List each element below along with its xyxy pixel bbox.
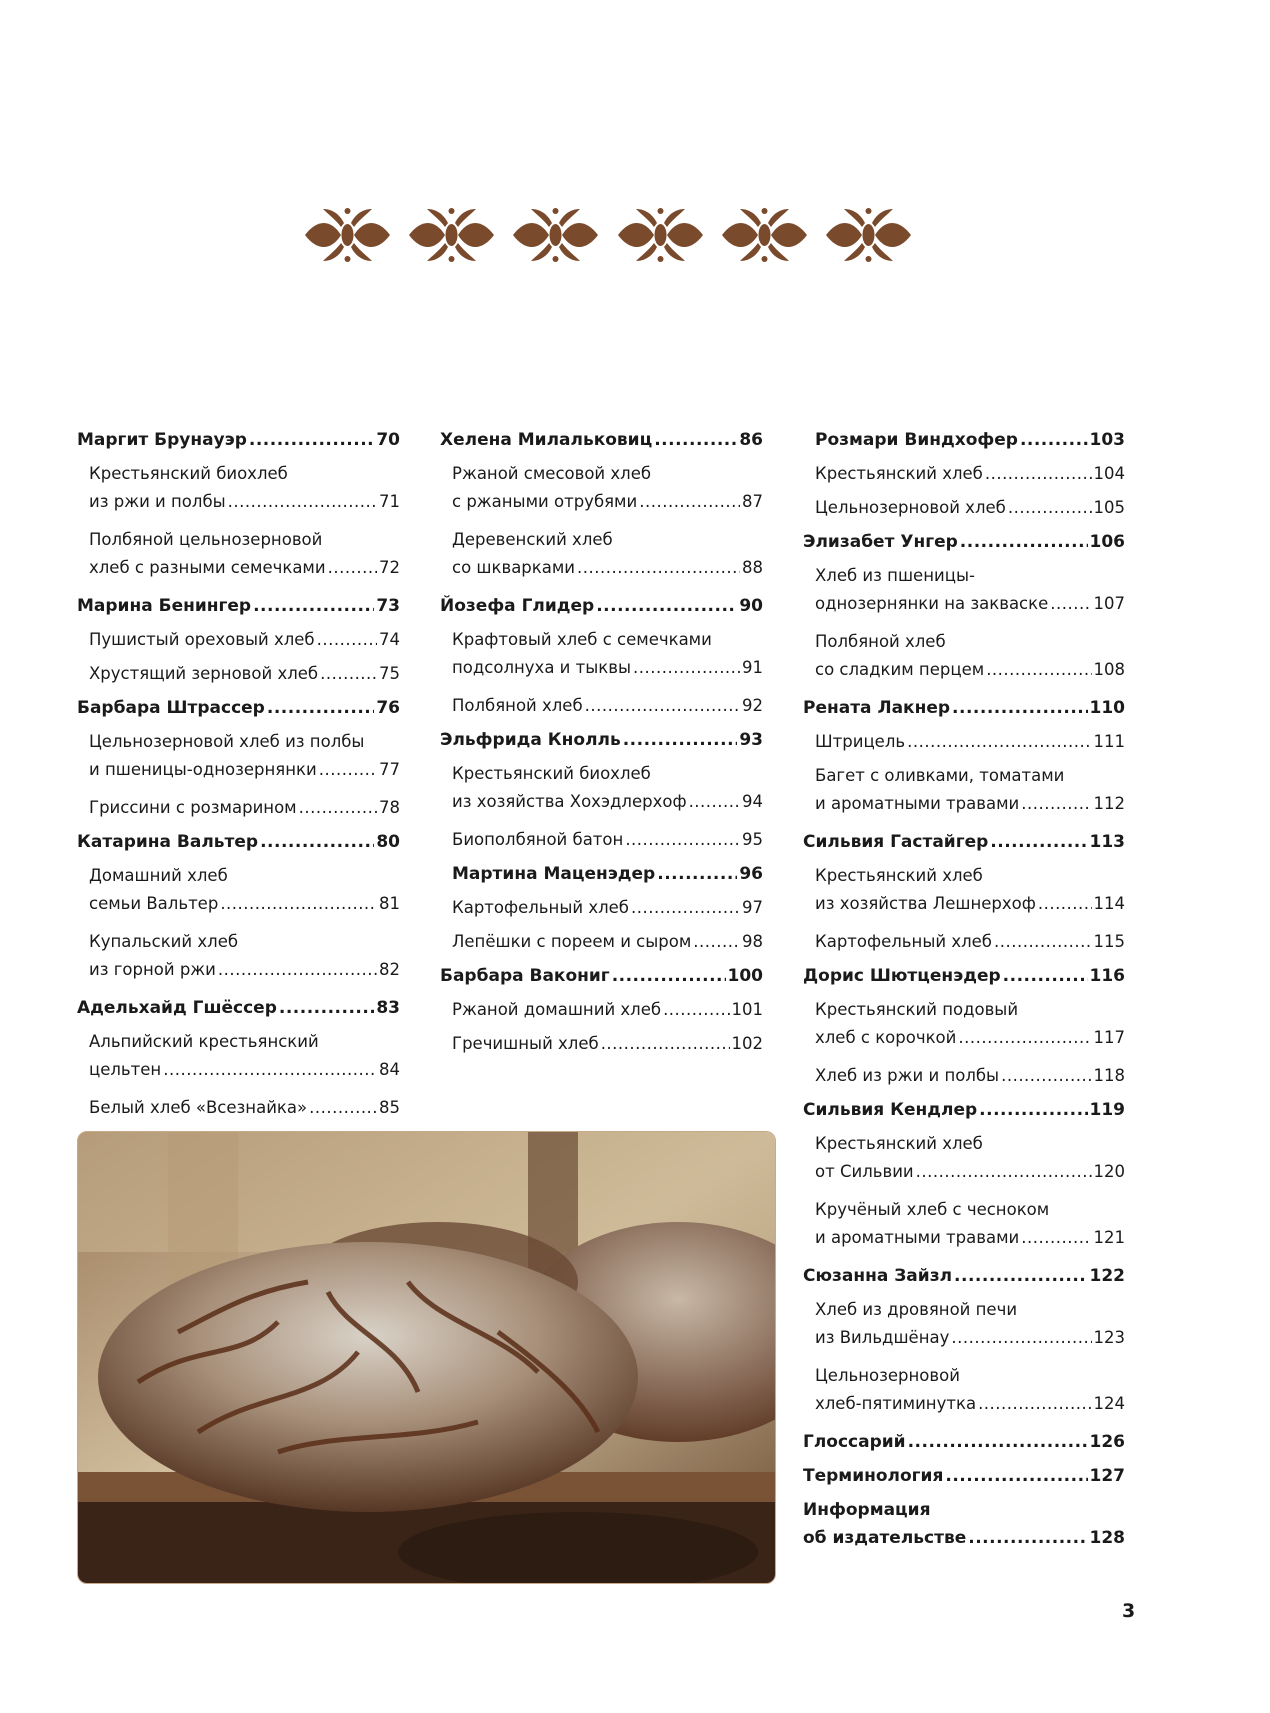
- dot-leader: [954, 1264, 1087, 1288]
- toc-entry-title: Цельнозерновой: [815, 1366, 960, 1385]
- toc-recipe-entry[interactable]: [77, 458, 400, 514]
- toc-entry-title: Глоссарий: [803, 1432, 906, 1452]
- toc-author-entry[interactable]: [803, 1426, 1125, 1454]
- toc-entry-title: Гриссини с розмарином: [89, 798, 297, 817]
- toc-page-number: 105: [1093, 498, 1125, 517]
- toc-page-number: 73: [376, 596, 400, 616]
- toc-entry-title: Крестьянский подовый: [815, 1000, 1019, 1019]
- toc-page-number: 122: [1089, 1266, 1125, 1286]
- toc-entry-title: однозернянки на закваске: [815, 594, 1049, 613]
- toc-page-number: 86: [739, 430, 763, 450]
- toc-entry-title: Полбяной хлеб: [815, 632, 946, 651]
- toc-entry-title: Крестьянский хлеб: [815, 1134, 983, 1153]
- toc-recipe-entry[interactable]: [803, 860, 1125, 916]
- toc-recipe-entry[interactable]: [803, 458, 1125, 486]
- toc-page-number: 115: [1093, 932, 1125, 951]
- ornament-icon: [509, 205, 602, 265]
- toc-author-entry[interactable]: [803, 1460, 1125, 1488]
- toc-author-entry[interactable]: [77, 826, 400, 854]
- toc-page-number: 126: [1089, 1432, 1125, 1452]
- toc-entry-title: Сюзанна Зайзл: [803, 1266, 953, 1286]
- toc-page-number: 98: [742, 932, 763, 951]
- toc-entry-title: Рената Лакнер: [803, 698, 951, 718]
- toc-author-entry[interactable]: [440, 960, 763, 988]
- dot-leader: [663, 998, 729, 1022]
- dot-leader: [958, 1026, 1091, 1050]
- dot-leader: [577, 556, 740, 580]
- toc-page-number: 103: [1089, 430, 1125, 450]
- toc-recipe-entry[interactable]: [803, 1360, 1125, 1416]
- toc-author-entry[interactable]: [803, 1494, 1125, 1550]
- toc-entry-title: Барбара Вакониг: [440, 966, 610, 986]
- toc-entry-title: Крестьянский биохлеб: [452, 764, 651, 783]
- ornament-icon: [718, 205, 811, 265]
- dot-leader: [657, 862, 737, 886]
- toc-entry-title: Белый хлеб «Всезнайка»: [89, 1098, 308, 1117]
- dot-leader: [994, 930, 1092, 954]
- toc-recipe-entry[interactable]: [803, 926, 1125, 954]
- toc-author-entry[interactable]: [77, 590, 400, 618]
- toc-page-number: 127: [1089, 1466, 1125, 1486]
- toc-author-entry[interactable]: [440, 858, 763, 886]
- dot-leader: [279, 996, 374, 1020]
- dot-leader: [220, 892, 377, 916]
- toc-entry-title: из горной ржи: [89, 960, 216, 979]
- toc-author-entry[interactable]: [803, 526, 1125, 554]
- dot-leader: [218, 958, 377, 982]
- dot-leader: [639, 490, 740, 514]
- toc-page-number: 119: [1089, 1100, 1125, 1120]
- toc-page-number: 94: [742, 792, 763, 811]
- toc-entry-title: от Сильвии: [815, 1162, 914, 1181]
- dot-leader: [1001, 1064, 1091, 1088]
- toc-page-number: 93: [739, 730, 763, 750]
- toc-page-number: 85: [379, 1098, 400, 1117]
- toc-recipe-entry[interactable]: [440, 926, 763, 954]
- toc-page-number: 128: [1089, 1528, 1125, 1548]
- toc-entry-title: Терминология: [803, 1466, 944, 1486]
- dot-leader: [228, 490, 377, 514]
- toc-page-number: 118: [1093, 1066, 1125, 1085]
- dot-leader: [249, 428, 374, 452]
- toc-entry-title: Хрустящий зерновой хлеб: [89, 664, 319, 683]
- toc-recipe-entry[interactable]: [803, 760, 1125, 816]
- toc-entry-title: Крестьянский хлеб: [815, 866, 983, 885]
- toc-recipe-entry[interactable]: [803, 994, 1125, 1050]
- toc-entry-title: и ароматными травами: [815, 794, 1020, 813]
- toc-entry-title: Мартина Маценэдер: [452, 864, 656, 884]
- toc-page-number: 101: [731, 1000, 763, 1019]
- dot-leader: [631, 896, 740, 920]
- dot-leader: [319, 758, 377, 782]
- toc-page-number: 92: [742, 696, 763, 715]
- toc-entry-title: хлеб с разными семечками: [89, 558, 326, 577]
- toc-entry-title: Эльфрида Кнолль: [440, 730, 621, 750]
- toc-entry-title: Сильвия Кендлер: [803, 1100, 978, 1120]
- toc-recipe-entry[interactable]: [77, 1092, 400, 1120]
- toc-recipe-entry[interactable]: [440, 758, 763, 814]
- dot-leader: [267, 696, 374, 720]
- dot-leader: [1003, 964, 1088, 988]
- dot-leader: [951, 1326, 1091, 1350]
- toc-entry-title: хлеб-пятиминутка: [815, 1394, 977, 1413]
- toc-recipe-entry[interactable]: [440, 524, 763, 580]
- toc-recipe-entry[interactable]: [803, 726, 1125, 754]
- dot-leader: [1020, 428, 1088, 452]
- toc-entry-title: Ржаной смесовой хлеб: [452, 464, 652, 483]
- toc-page-number: 96: [739, 864, 763, 884]
- toc-entry-title: Крестьянский хлеб: [815, 464, 983, 483]
- dot-leader: [990, 830, 1087, 854]
- toc-entry-title: с ржаными отрубями: [452, 492, 638, 511]
- toc-page-number: 102: [731, 1034, 763, 1053]
- toc-page-number: 121: [1093, 1228, 1125, 1247]
- toc-recipe-entry[interactable]: [803, 560, 1125, 616]
- toc-entry-title: подсолнуха и тыквы: [452, 658, 632, 677]
- toc-entry-title: Сильвия Гастайгер: [803, 832, 989, 852]
- toc-entry-title: Крафтовый хлеб с семечками: [452, 630, 712, 649]
- toc-recipe-entry[interactable]: [803, 1128, 1125, 1184]
- dot-leader: [693, 930, 740, 954]
- toc-entry-title: Деревенский хлеб: [452, 530, 613, 549]
- page-number: 3: [1122, 1600, 1136, 1622]
- toc-recipe-entry[interactable]: [803, 1294, 1125, 1350]
- ornament-icon: [405, 205, 498, 265]
- toc-entry-title: Цельнозерновой хлеб: [815, 498, 1006, 517]
- toc-author-entry[interactable]: [803, 826, 1125, 854]
- dot-leader: [1038, 892, 1092, 916]
- toc-page-number: 88: [742, 558, 763, 577]
- dot-leader: [952, 696, 1087, 720]
- dot-leader: [986, 658, 1091, 682]
- toc-entry-title: Дорис Шютценэдер: [803, 966, 1001, 986]
- toc-entry-title: Ржаной домашний хлеб: [452, 1000, 662, 1019]
- toc-entry-title: Катарина Вальтер: [77, 832, 259, 852]
- bread-photo: [77, 1131, 776, 1584]
- toc-page-number: 117: [1093, 1028, 1125, 1047]
- toc-author-entry[interactable]: [440, 424, 763, 452]
- toc-recipe-entry[interactable]: [440, 1028, 763, 1056]
- toc-recipe-entry[interactable]: [440, 458, 763, 514]
- toc-page-number: 113: [1089, 832, 1125, 852]
- toc-entry-title: Полбяной хлеб: [452, 696, 583, 715]
- toc-page-number: 90: [739, 596, 763, 616]
- toc-recipe-entry[interactable]: [803, 492, 1125, 520]
- toc-page-number: 78: [379, 798, 400, 817]
- toc-page-number: 71: [379, 492, 400, 511]
- dot-leader: [654, 428, 737, 452]
- toc-entry-title: об издательстве: [803, 1528, 967, 1548]
- toc-entry-title: Купальский хлеб: [89, 932, 239, 951]
- dot-leader: [612, 964, 726, 988]
- toc-author-entry[interactable]: [77, 424, 400, 452]
- dot-leader: [585, 694, 740, 718]
- toc-entry-title: семьи Вальтер: [89, 894, 219, 913]
- toc-recipe-entry[interactable]: [440, 690, 763, 718]
- toc-entry-title: Адельхайд Гшёссер: [77, 998, 277, 1018]
- dot-leader: [633, 656, 740, 680]
- toc-entry-title: Биополбяной батон: [452, 830, 624, 849]
- toc-entry-title: Альпийский крестьянский: [89, 1032, 319, 1051]
- dot-leader: [299, 796, 377, 820]
- toc-entry-title: Марина Бенингер: [77, 596, 252, 616]
- toc-author-entry[interactable]: [803, 692, 1125, 720]
- toc-entry-title: из ржи и полбы: [89, 492, 226, 511]
- dot-leader: [960, 530, 1088, 554]
- toc-page-number: 72: [379, 558, 400, 577]
- toc-recipe-entry[interactable]: [440, 624, 763, 680]
- toc-entry-title: Домашний хлеб: [89, 866, 228, 885]
- ornament-icon: [614, 205, 707, 265]
- toc-recipe-entry[interactable]: [803, 1194, 1125, 1250]
- toc-entry-title: Цельнозерновой хлеб из полбы: [89, 732, 365, 751]
- toc-entry-title: Хлеб из ржи и полбы: [815, 1066, 1000, 1085]
- toc-entry-title: Маргит Брунауэр: [77, 430, 247, 450]
- dot-leader: [320, 662, 377, 686]
- dot-leader: [1008, 496, 1092, 520]
- toc-page-number: 124: [1093, 1394, 1125, 1413]
- toc-recipe-entry[interactable]: [77, 926, 400, 982]
- dot-leader: [916, 1160, 1092, 1184]
- toc-page-number: 116: [1089, 966, 1125, 986]
- dot-leader: [985, 462, 1092, 486]
- toc-page-number: 76: [376, 698, 400, 718]
- toc-entry-title: со сладким перцем: [815, 660, 985, 679]
- toc-entry-title: из Вильдшёнау: [815, 1328, 950, 1347]
- toc-entry-title: Лепёшки с пореем и сыром: [452, 932, 692, 951]
- dot-leader: [968, 1526, 1087, 1550]
- dot-leader: [317, 628, 377, 652]
- toc-page-number: 107: [1093, 594, 1125, 613]
- dot-leader: [601, 1032, 730, 1056]
- dot-leader: [163, 1058, 377, 1082]
- toc-page-number: 108: [1093, 660, 1125, 679]
- dot-leader: [945, 1464, 1087, 1488]
- toc-author-entry[interactable]: [803, 1260, 1125, 1288]
- toc-entry-title: Информация: [803, 1500, 931, 1520]
- toc-recipe-entry[interactable]: [440, 892, 763, 920]
- toc-entry-title: Багет с оливками, томатами: [815, 766, 1065, 785]
- toc-page-number: 87: [742, 492, 763, 511]
- toc-entry-title: Хелена Милальковиц: [440, 430, 653, 450]
- dot-leader: [309, 1096, 377, 1120]
- toc-entry-title: Хлеб из дровяной печи: [815, 1300, 1018, 1319]
- toc-page-number: 82: [379, 960, 400, 979]
- toc-author-entry[interactable]: [440, 590, 763, 618]
- ornament-icon: [301, 205, 394, 265]
- toc-page-number: 70: [376, 430, 400, 450]
- toc-recipe-entry[interactable]: [77, 860, 400, 916]
- toc-recipe-entry[interactable]: [77, 658, 400, 686]
- toc-recipe-entry[interactable]: [77, 1026, 400, 1082]
- toc-entry-title: и пшеницы-однозернянки: [89, 760, 317, 779]
- dot-leader: [1021, 792, 1091, 816]
- toc-entry-title: из хозяйства Лешнерхоф: [815, 894, 1036, 913]
- toc-author-entry[interactable]: [440, 724, 763, 752]
- toc-author-entry[interactable]: [77, 992, 400, 1020]
- toc-page-number: 84: [379, 1060, 400, 1079]
- toc-recipe-entry[interactable]: [77, 624, 400, 652]
- toc-entry-title: из хозяйства Хохэдлерхоф: [452, 792, 687, 811]
- toc-entry-title: Розмари Виндхофер: [815, 430, 1018, 450]
- toc-author-entry[interactable]: [803, 960, 1125, 988]
- dot-leader: [253, 594, 374, 618]
- dot-leader: [1050, 592, 1091, 616]
- toc-page-number: 104: [1093, 464, 1125, 483]
- toc-recipe-entry[interactable]: [77, 726, 400, 782]
- toc-recipe-entry[interactable]: [440, 824, 763, 852]
- toc-page-number: 106: [1089, 532, 1125, 552]
- dot-leader: [978, 1392, 1091, 1416]
- toc-recipe-entry[interactable]: [803, 1060, 1125, 1088]
- toc-recipe-entry[interactable]: [77, 792, 400, 820]
- toc-page-number: 81: [379, 894, 400, 913]
- toc-entry-title: Элизабет Унгер: [803, 532, 958, 552]
- toc-entry-title: Картофельный хлеб: [815, 932, 992, 951]
- toc-author-entry[interactable]: [803, 424, 1125, 452]
- toc-recipe-entry[interactable]: [440, 994, 763, 1022]
- toc-entry-title: со шкварками: [452, 558, 576, 577]
- toc-page-number: 110: [1089, 698, 1125, 718]
- toc-entry-title: Йозефа Глидер: [440, 596, 595, 616]
- dot-leader: [1021, 1226, 1091, 1250]
- ornament-row: [301, 205, 915, 265]
- toc-entry-title: Барбара Штрассер: [77, 698, 265, 718]
- toc-page-number: 80: [376, 832, 400, 852]
- toc-recipe-entry[interactable]: [77, 524, 400, 580]
- toc-page-number: 114: [1093, 894, 1125, 913]
- toc-page-number: 74: [379, 630, 400, 649]
- toc-page-number: 77: [379, 760, 400, 779]
- toc-entry-title: и ароматными травами: [815, 1228, 1020, 1247]
- toc-entry-title: Штрицель: [815, 732, 906, 751]
- dot-leader: [260, 830, 374, 854]
- toc-entry-title: Полбяной цельнозерновой: [89, 530, 323, 549]
- toc-page-number: 120: [1093, 1162, 1125, 1181]
- toc-page-number: 112: [1093, 794, 1125, 813]
- toc-author-entry[interactable]: [803, 1094, 1125, 1122]
- dot-leader: [908, 1430, 1088, 1454]
- dot-leader: [623, 728, 738, 752]
- dot-leader: [979, 1098, 1087, 1122]
- dot-leader: [689, 790, 740, 814]
- toc-entry-title: цельтен: [89, 1060, 162, 1079]
- toc-page-number: 97: [742, 898, 763, 917]
- toc-entry-title: Кручёный хлеб с чесноком: [815, 1200, 1050, 1219]
- toc-entry-title: Пушистый ореховый хлеб: [89, 630, 315, 649]
- dot-leader: [596, 594, 737, 618]
- toc-entry-title: Картофельный хлеб: [452, 898, 629, 917]
- toc-page-number: 100: [727, 966, 763, 986]
- toc-page-number: 123: [1093, 1328, 1125, 1347]
- ornament-icon: [822, 205, 915, 265]
- toc-page-number: 91: [742, 658, 763, 677]
- toc-recipe-entry[interactable]: [803, 626, 1125, 682]
- toc-page-number: 83: [376, 998, 400, 1018]
- toc-page-number: 95: [742, 830, 763, 849]
- toc-entry-title: Крестьянский биохлеб: [89, 464, 288, 483]
- toc-author-entry[interactable]: [77, 692, 400, 720]
- toc-page-number: 75: [379, 664, 400, 683]
- toc-page-number: 111: [1093, 732, 1125, 751]
- toc-entry-title: Хлеб из пшеницы-: [815, 566, 975, 585]
- toc-entry-title: хлеб с корочкой: [815, 1028, 957, 1047]
- toc-entry-title: Гречишный хлеб: [452, 1034, 599, 1053]
- dot-leader: [328, 556, 377, 580]
- dot-leader: [625, 828, 740, 852]
- dot-leader: [907, 730, 1091, 754]
